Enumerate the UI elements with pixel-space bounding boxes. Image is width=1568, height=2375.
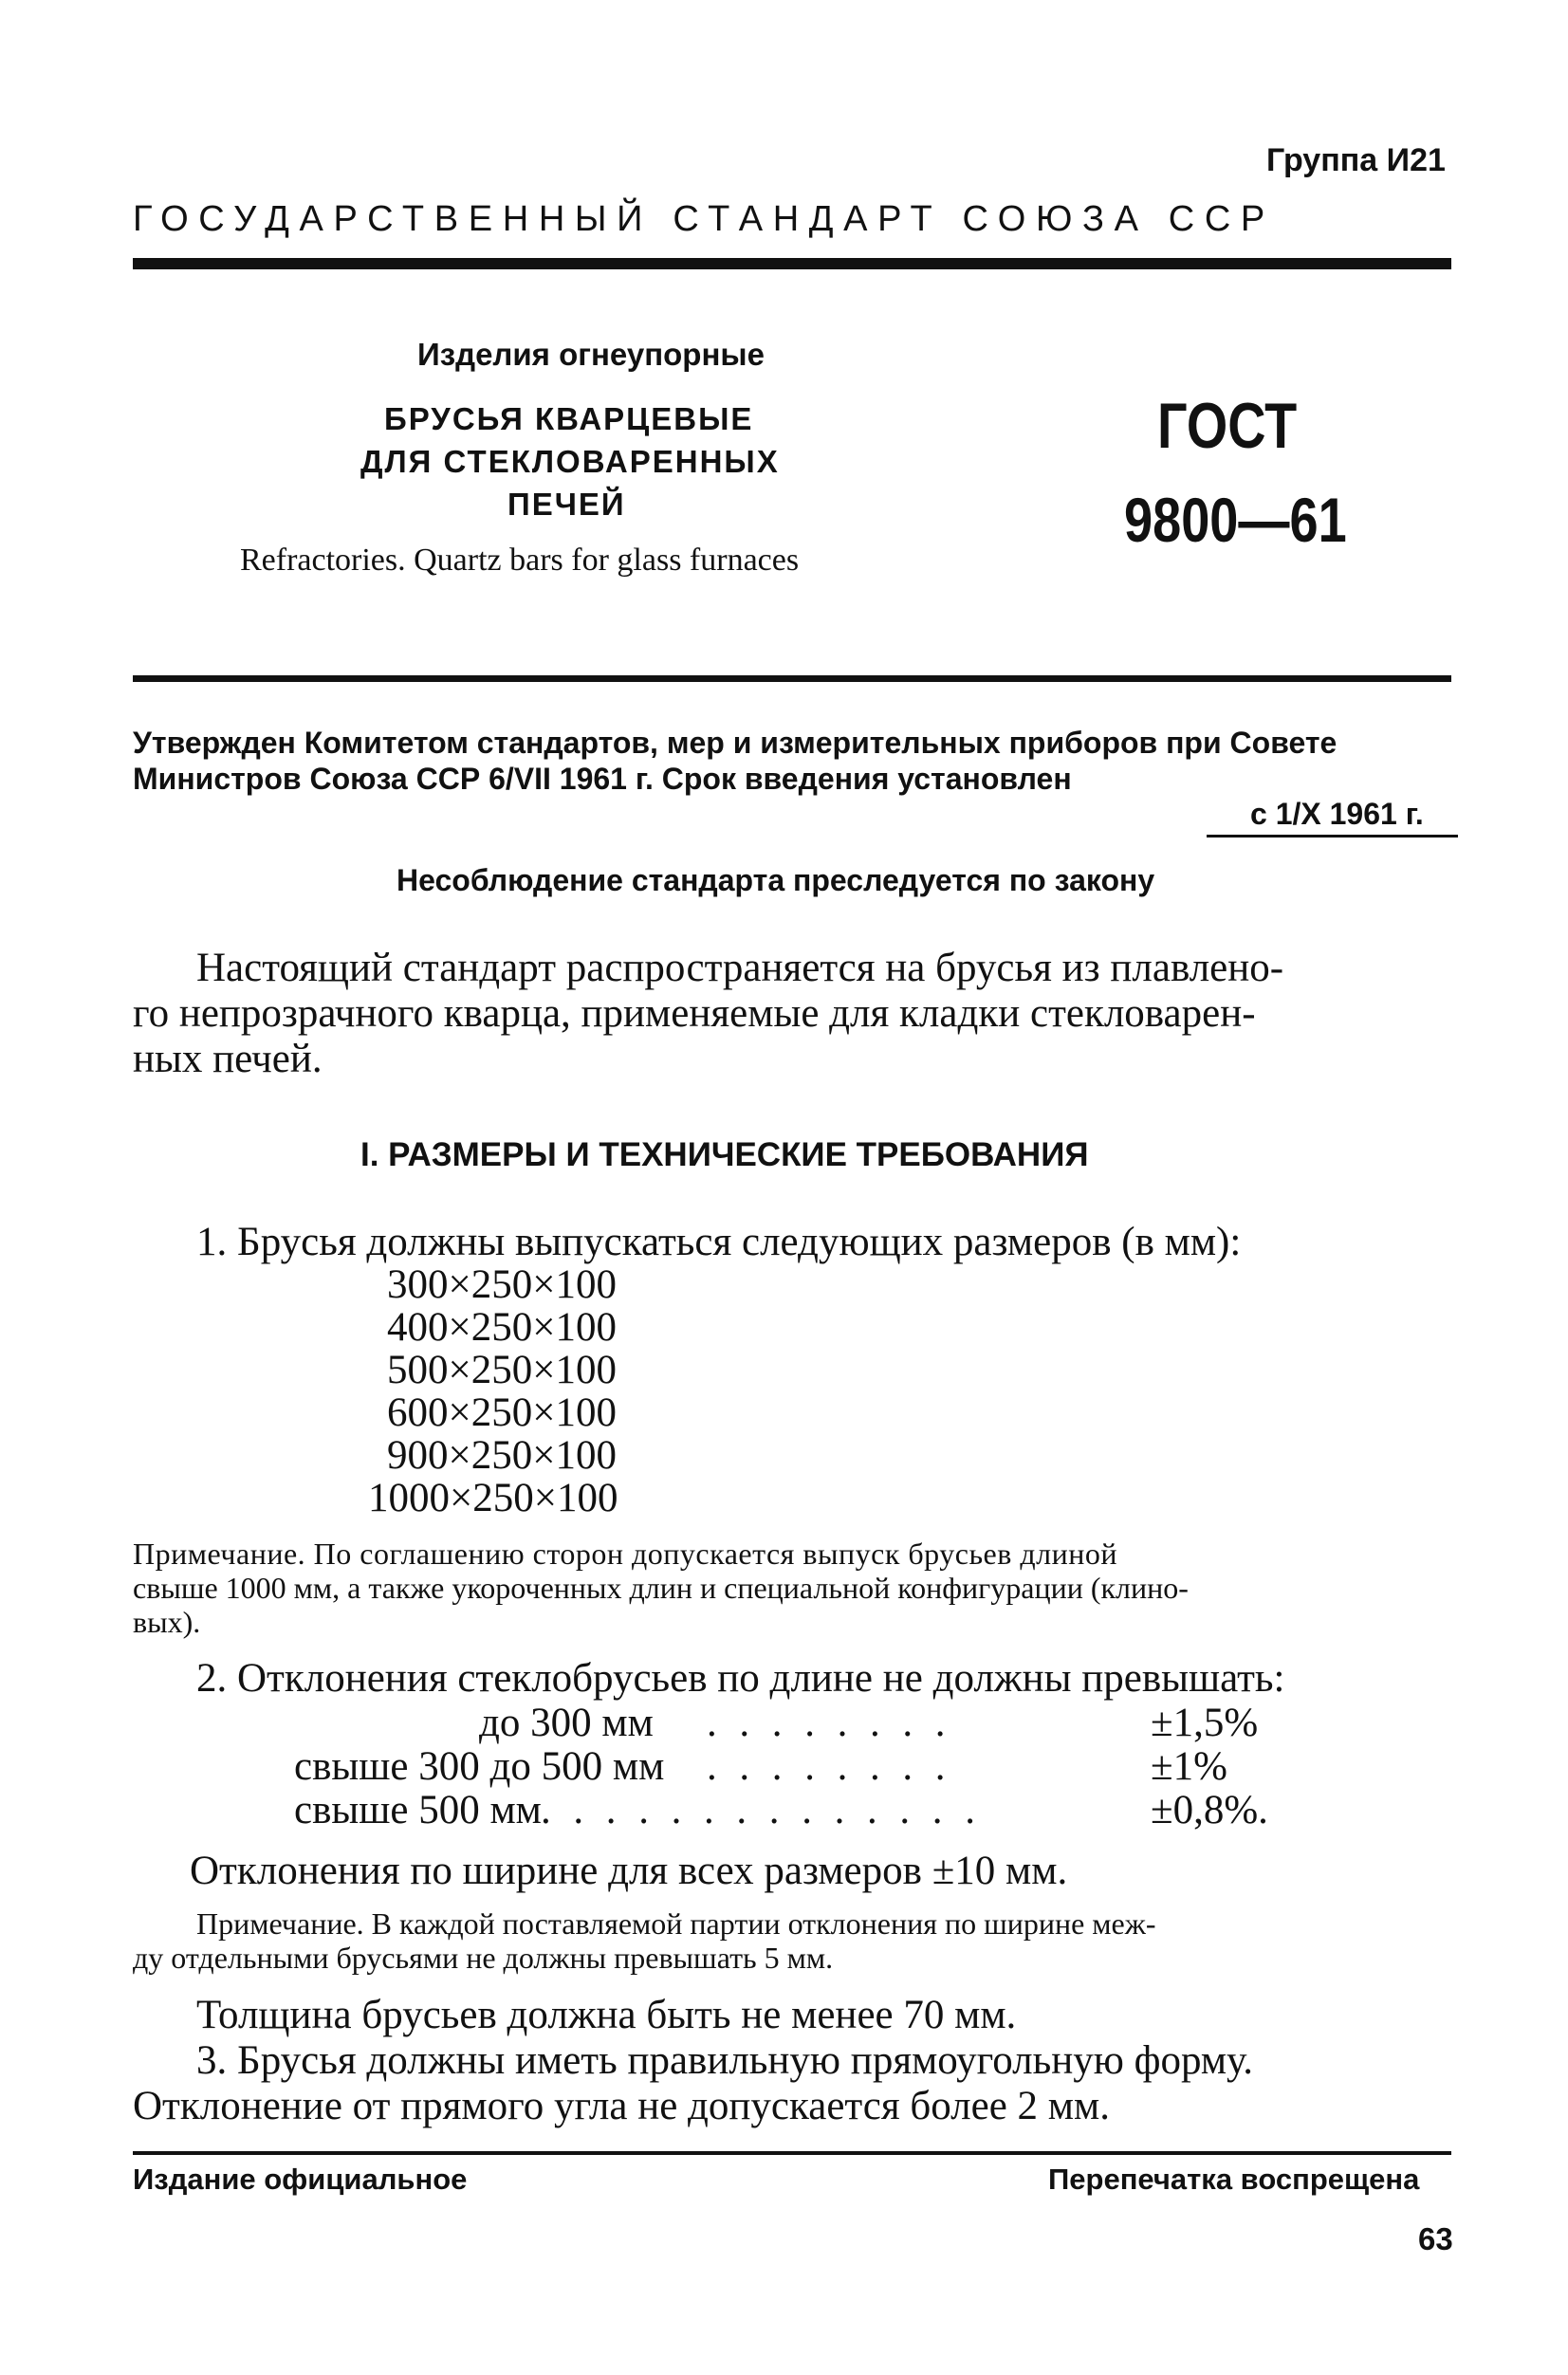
- tolerance-leader-3: ..............: [541, 1788, 998, 1832]
- intro-line-1: Настоящий стандарт распространяется на брусья из плавлено-: [196, 946, 1284, 990]
- size-1: 300×250×100: [387, 1262, 618, 1307]
- note-1-line-2: свыше 1000 мм, а также укороченных длин и специальной конфигурации (клино-: [133, 1571, 1189, 1605]
- size-3: 500×250×100: [387, 1348, 618, 1392]
- item-3-line-1: 3. Брусья должны иметь правильную прямоугольную форму.: [196, 2038, 1253, 2083]
- page-number: 63: [1418, 2221, 1453, 2256]
- section-heading: I. РАЗМЕРЫ И ТЕХНИЧЕСКИЕ ТРЕБОВАНИЯ: [360, 1136, 1089, 1173]
- approval-line-1: Утвержден Комитетом стандартов, мер и измерительных приборов при Совете: [133, 726, 1337, 760]
- product-name-line-3: ПЕЧЕЙ: [507, 487, 626, 522]
- product-name-line-1: БРУСЬЯ КВАРЦЕВЫЕ: [384, 401, 754, 436]
- footer-rule: [133, 2151, 1451, 2155]
- size-5: 900×250×100: [387, 1433, 618, 1478]
- standard-title: ГОСУДАРСТВЕННЫЙ СТАНДАРТ СОЮЗА ССР: [133, 199, 1275, 239]
- size-4: 600×250×100: [387, 1390, 618, 1435]
- footer-official-edition: Издание официальное: [133, 2163, 468, 2196]
- group-label: Группа И21: [1266, 142, 1446, 178]
- compliance-warning: Несоблюдение стандарта преследуется по закону: [397, 863, 1155, 897]
- approval-line-2: Министров Союза ССР 6/VII 1961 г. Срок введения установлен: [133, 762, 1072, 796]
- footer-reprint-prohibited: Перепечатка воспрещена: [1048, 2163, 1420, 2196]
- width-deviation: Отклонения по ширине для всех размеров ±10 мм.: [190, 1849, 1068, 1893]
- thickness-requirement: Толщина брусьев должна быть не менее 70 мм.: [196, 1993, 1017, 2037]
- tolerance-leader-2: ........: [707, 1744, 968, 1789]
- item-1: 1. Брусья должны выпускаться следующих размеров (в мм):: [196, 1220, 1242, 1264]
- tolerance-value-1: ±1,5%: [1151, 1701, 1259, 1745]
- tolerance-value-2: ±1%: [1151, 1744, 1227, 1789]
- note-2-line-1: Примечание. В каждой поставляемой партии отклонения по ширине меж-: [196, 1906, 1156, 1941]
- tolerance-value-3: ±0,8%.: [1151, 1788, 1268, 1832]
- gost-number: 9800—61: [1124, 485, 1347, 555]
- note-2-line-2: ду отдельными брусьями не должны превышать 5 мм.: [133, 1941, 834, 1975]
- size-2: 400×250×100: [387, 1305, 618, 1350]
- tolerance-label-2: свыше 300 до 500 мм: [294, 1744, 665, 1789]
- product-name-line-2: ДЛЯ СТЕКЛОВАРЕННЫХ: [360, 444, 780, 479]
- product-category: Изделия огнеупорные: [417, 337, 765, 372]
- tolerance-label-1: до 300 мм: [479, 1701, 654, 1745]
- approval-date-rule: [1207, 835, 1458, 838]
- size-6: 1000×250×100: [368, 1476, 618, 1520]
- product-english-title: Refractories. Quartz bars for glass furnaces: [240, 543, 800, 578]
- product-rule: [133, 675, 1451, 682]
- gost-label: ГОСТ: [1157, 390, 1298, 462]
- tolerance-label-3: свыше 500 мм: [294, 1788, 542, 1832]
- tolerance-leader-1: ........: [707, 1701, 968, 1745]
- item-3-line-2: Отклонение от прямого угла не допускается более 2 мм.: [133, 2084, 1110, 2128]
- intro-line-3: ных печей.: [133, 1037, 323, 1081]
- note-1-line-1: Примечание. По соглашению сторон допускается выпуск брусьев длиной: [133, 1537, 1117, 1571]
- item-2: 2. Отклонения стеклобрусьев по длине не должны превышать:: [196, 1656, 1285, 1701]
- intro-line-2: го непрозрачного кварца, применяемые для кладки стекловарен-: [133, 991, 1256, 1036]
- header-rule-thick: [133, 258, 1451, 269]
- note-1-line-3: вых).: [133, 1605, 201, 1639]
- approval-date: с 1/X 1961 г.: [1250, 797, 1424, 831]
